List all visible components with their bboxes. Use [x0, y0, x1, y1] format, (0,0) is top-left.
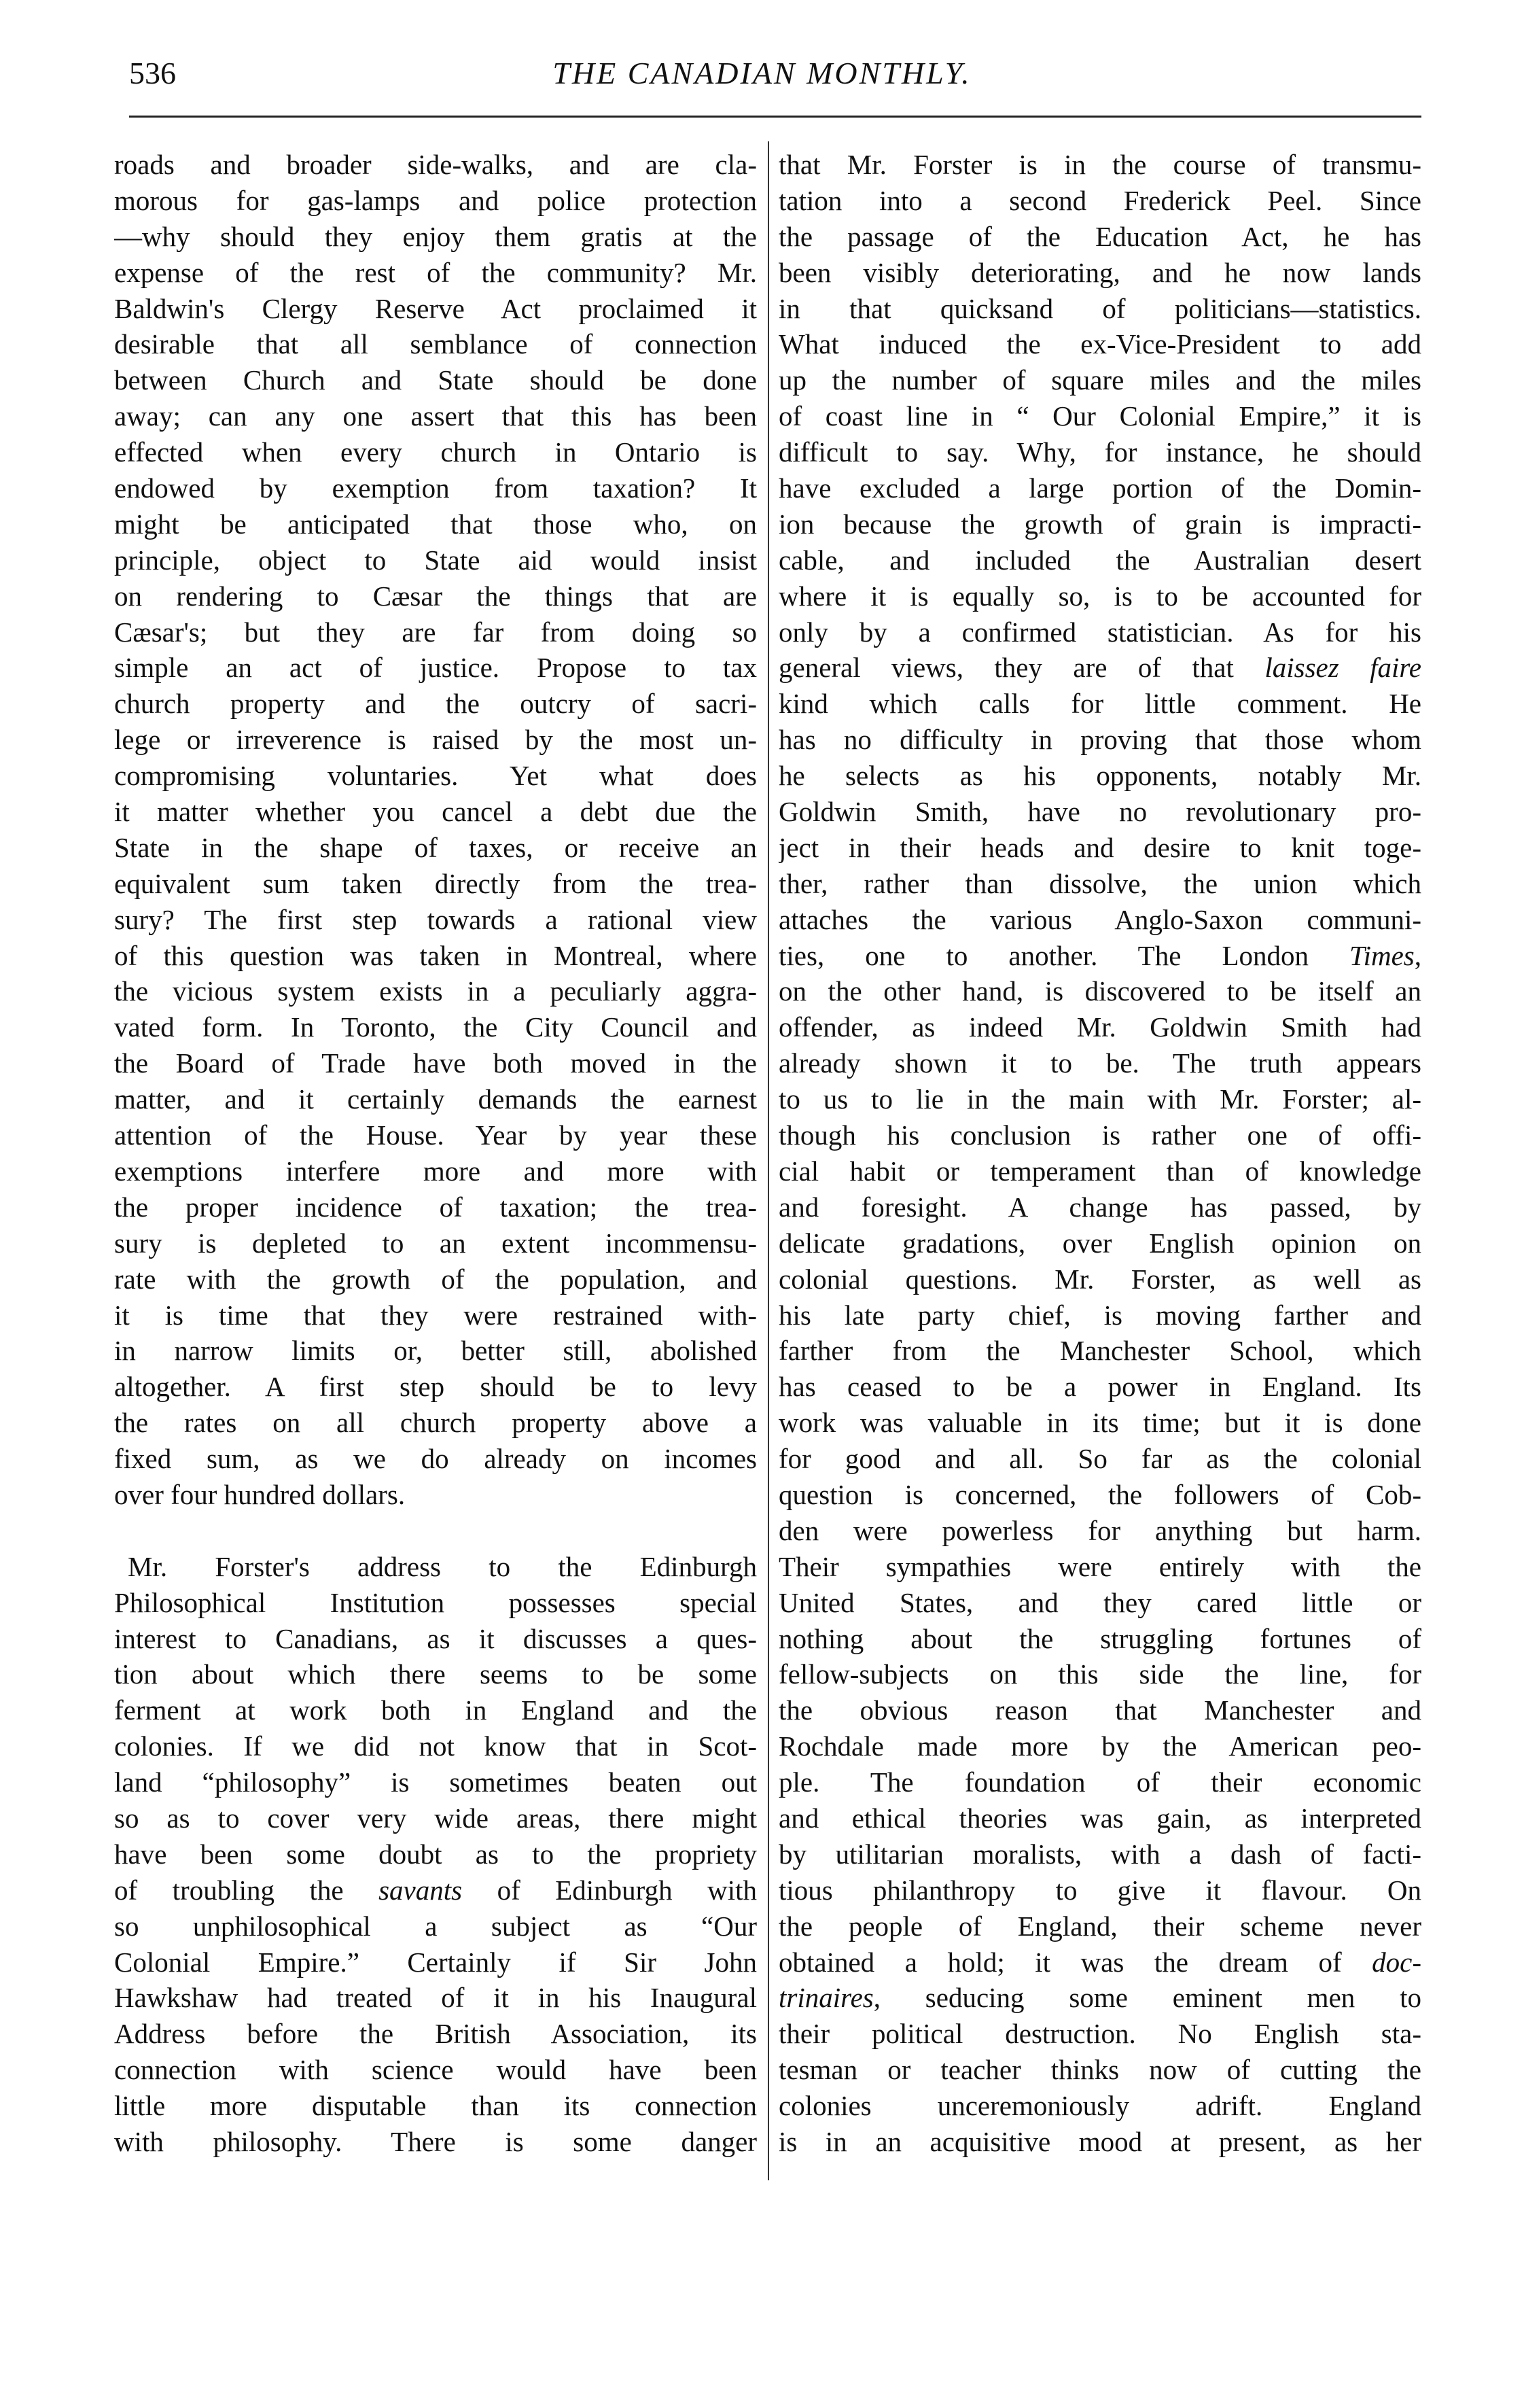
text-run: fixed sum, as we do already on incomes [114, 1443, 757, 1475]
text-line [779, 291, 1421, 327]
text-run: of Edinburgh with [462, 1874, 757, 1906]
text-line [779, 650, 1421, 686]
page-number: 536 [129, 56, 176, 90]
text-run: of coast line in “ Our Colonial Empire,” it is [779, 400, 1421, 432]
text-line [114, 291, 757, 327]
text-line [779, 2124, 1421, 2160]
text-line [779, 1261, 1421, 1297]
text-line [779, 147, 1421, 183]
paragraph [779, 147, 1421, 2160]
text-run: ion because the growth of grain is impracti- [779, 508, 1421, 540]
text-line [114, 2124, 757, 2160]
text-line [779, 1297, 1421, 1333]
text-run: vated form. In Toronto, the City Council and [114, 1011, 757, 1043]
text-line [114, 1225, 757, 1261]
text-run: obtained a hold; it was the dream of [779, 1946, 1372, 1978]
text-line [779, 1153, 1421, 1189]
text-line [779, 1225, 1421, 1261]
text-line [114, 973, 757, 1009]
text-line [779, 1045, 1421, 1081]
text-line [779, 434, 1421, 470]
text-line [114, 902, 757, 938]
italic-text: laissez faire [1264, 652, 1421, 684]
text-line [114, 1872, 757, 1908]
italic-text: Times [1349, 939, 1415, 971]
text-line [779, 830, 1421, 866]
text-run: simple an act of justice. Propose to tax [114, 652, 757, 684]
text-run: he selects as his opponents, notably Mr. [779, 760, 1421, 792]
text-run: colonial questions. Mr. Forster, as well as [779, 1263, 1421, 1295]
text-line [114, 1297, 757, 1333]
italic-text: trinaires [779, 1982, 874, 2014]
text-run: of this question was taken in Montreal, where [114, 939, 757, 971]
text-run: matter, and it certainly demands the earnest [114, 1083, 757, 1115]
text-run: United States, and they cared little or [779, 1586, 1421, 1618]
text-line [114, 1585, 757, 1621]
text-run: general views, they are of that [779, 652, 1265, 684]
text-run: Their sympathies were entirely with the [779, 1550, 1421, 1582]
text-line [779, 1692, 1421, 1728]
text-run: the Board of Trade have both moved in the [114, 1047, 757, 1079]
text-run: already shown it to be. The truth appears [779, 1047, 1421, 1079]
text-line [779, 506, 1421, 542]
text-run: tesman or teacher thinks now of cutting the [779, 2054, 1421, 2086]
text-run: attaches the various Anglo-Saxon communi- [779, 903, 1421, 935]
text-run: question is concerned, the followers of Cob- [779, 1478, 1421, 1510]
text-run: on rendering to Cæsar the things that are [114, 580, 757, 612]
text-run: between Church and State should be done [114, 364, 757, 396]
text-run: over four hundred dollars. [114, 1478, 406, 1510]
text-line [779, 1980, 1421, 2016]
text-line [779, 2088, 1421, 2124]
text-run: morous for gas-lamps and police protection [114, 184, 757, 216]
text-run: Hawkshaw had treated of it in his Inaugural [114, 1982, 757, 2014]
text-line [779, 578, 1421, 614]
text-line [779, 362, 1421, 398]
text-run: What induced the ex-Vice-President to add [779, 328, 1421, 360]
text-line [114, 1800, 757, 1836]
text-line [779, 1944, 1421, 1981]
text-line [114, 1081, 757, 1117]
paragraph [114, 1549, 757, 2160]
text-line [114, 650, 757, 686]
text-line [779, 1405, 1421, 1441]
text-line [114, 1153, 757, 1189]
text-run: ject in their heads and desire to knit toge- [779, 831, 1421, 863]
text-line [779, 1656, 1421, 1692]
text-line [779, 1189, 1421, 1225]
text-run: church property and the outcry of sacri- [114, 688, 757, 720]
text-line [779, 542, 1421, 578]
italic-text: savants [378, 1874, 463, 1906]
text-run: that Mr. Forster is in the course of transmu- [779, 149, 1421, 180]
text-line [779, 1477, 1421, 1513]
text-line [114, 938, 757, 974]
text-line [779, 686, 1421, 722]
text-run: tion about which there seems to be some [114, 1658, 757, 1690]
text-line [114, 470, 757, 506]
text-run: the vicious system exists in a peculiarly aggra- [114, 975, 757, 1007]
text-run: fellow-subjects on this side the line, for [779, 1658, 1421, 1690]
text-line [114, 542, 757, 578]
text-run: expense of the rest of the community? Mr. [114, 256, 757, 288]
text-line [779, 183, 1421, 219]
text-run: —why should they enjoy them gratis at the [114, 220, 757, 252]
text-run: and ethical theories was gain, as interpreted [779, 1802, 1421, 1834]
text-run: Philosophical Institution possesses special [114, 1586, 757, 1618]
text-line [114, 2016, 757, 2052]
text-line [114, 1045, 757, 1081]
text-run: with philosophy. There is some danger [114, 2125, 757, 2157]
text-line [779, 219, 1421, 255]
text-run: equivalent sum taken directly from the trea- [114, 867, 757, 899]
text-line [779, 973, 1421, 1009]
text-run: tious philanthropy to give it flavour. On [779, 1874, 1421, 1906]
text-run: cial habit or temperament than of knowledge [779, 1155, 1421, 1187]
text-run: cable, and included the Australian desert [779, 544, 1421, 576]
text-line [114, 1836, 757, 1872]
text-line [114, 362, 757, 398]
text-run: altogether. A first step should be to levy [114, 1371, 757, 1403]
text-run: interest to Canadians, as it discusses a ques- [114, 1622, 757, 1654]
text-line [114, 794, 757, 830]
text-line [779, 1441, 1421, 1477]
text-line [779, 398, 1421, 434]
text-line [779, 722, 1421, 758]
text-run: farther from the Manchester School, which [779, 1335, 1421, 1367]
text-run: roads and broader side-walks, and are cla- [114, 149, 757, 180]
text-run: the passage of the Education Act, he has [779, 220, 1421, 252]
paragraph [114, 147, 757, 1513]
text-line [114, 147, 757, 183]
text-line [779, 794, 1421, 830]
text-line [114, 1656, 757, 1692]
text-line [114, 578, 757, 614]
text-run: lege or irreverence is raised by the most un- [114, 724, 757, 756]
text-run: to us to lie in the main with Mr. Forster; al- [779, 1083, 1421, 1115]
text-run: land “philosophy” is sometimes beaten out [114, 1766, 757, 1798]
text-run: might be anticipated that those who, on [114, 508, 757, 540]
text-run: has ceased to be a power in England. Its [779, 1371, 1421, 1403]
text-line [114, 686, 757, 722]
text-line [114, 1980, 757, 2016]
text-run: State in the shape of taxes, or receive an [114, 831, 757, 863]
text-run: colonies unceremoniously adrift. England [779, 2090, 1421, 2122]
text-run: only by a confirmed statistician. As for his [779, 616, 1421, 648]
text-line [779, 1764, 1421, 1800]
text-run: so as to cover very wide areas, there might [114, 1802, 757, 1834]
text-line [114, 398, 757, 434]
header-rule [129, 116, 1421, 118]
text-line [114, 2088, 757, 2124]
text-run: delicate gradations, over English opinion on [779, 1227, 1421, 1259]
text-line [779, 1908, 1421, 1944]
text-line [779, 1549, 1421, 1585]
text-run: endowed by exemption from taxation? It [114, 472, 757, 504]
text-line [779, 1872, 1421, 1908]
text-run: work was valuable in its time; but it is done [779, 1407, 1421, 1439]
text-line [779, 2052, 1421, 2088]
text-line [114, 1261, 757, 1297]
text-run: their political destruction. No English sta- [779, 2018, 1421, 2050]
text-run: have been some doubt as to the propriety [114, 1838, 757, 1870]
text-run: Cæsar's; but they are far from doing so [114, 616, 757, 648]
text-run: away; can any one assert that this has been [114, 400, 757, 432]
text-line [779, 1333, 1421, 1369]
text-run: ple. The foundation of their economic [779, 1766, 1421, 1798]
text-run: sury is depleted to an extent incommensu- [114, 1227, 757, 1259]
left-column [114, 147, 757, 2160]
text-line [779, 938, 1421, 974]
text-line [114, 183, 757, 219]
text-line [114, 219, 757, 255]
running-title: THE CANADIAN MONTHLY. [552, 56, 972, 90]
text-run: so unphilosophical a subject as “Our [114, 1910, 757, 1942]
text-run: Mr. Forster's address to the Edinburgh [128, 1550, 757, 1582]
text-line [114, 614, 757, 650]
text-run: by utilitarian moralists, with a dash of facti- [779, 1838, 1421, 1870]
text-run: the people of England, their scheme never [779, 1910, 1421, 1942]
text-run: has no difficulty in proving that those whom [779, 724, 1421, 756]
text-run: desirable that all semblance of connection [114, 328, 757, 360]
paragraph-gap [114, 1513, 757, 1549]
text-run: for good and all. So far as the colonial [779, 1443, 1421, 1475]
text-run: exemptions interfere more and more with [114, 1155, 757, 1187]
text-run: effected when every church in Ontario is [114, 436, 757, 468]
text-run: attention of the House. Year by year these [114, 1119, 757, 1151]
text-run: , seducing some eminent men to [873, 1982, 1421, 2014]
text-run: connection with science would have been [114, 2054, 757, 2086]
text-line [779, 470, 1421, 506]
text-run: is in an acquisitive mood at present, as her [779, 2125, 1421, 2157]
text-line [114, 722, 757, 758]
text-line [114, 866, 757, 902]
text-run: Baldwin's Clergy Reserve Act proclaimed it [114, 292, 757, 324]
text-line [779, 2016, 1421, 2052]
text-line [779, 1081, 1421, 1117]
text-line [779, 326, 1421, 362]
text-line [114, 1189, 757, 1225]
text-run: on the other hand, is discovered to be itself an [779, 975, 1421, 1007]
text-line [114, 1369, 757, 1405]
text-run: and foresight. A change has passed, by [779, 1191, 1421, 1223]
text-run: his late party chief, is moving farther and [779, 1299, 1421, 1331]
text-line [114, 1405, 757, 1441]
text-run: colonies. If we did not know that in Scot- [114, 1730, 757, 1762]
text-run: in that quicksand of politicians—statistics. [779, 292, 1421, 324]
text-run: Colonial Empire.” Certainly if Sir John [114, 1946, 757, 1978]
text-run: rate with the growth of the population, and [114, 1263, 757, 1295]
text-run: offender, as indeed Mr. Goldwin Smith had [779, 1011, 1421, 1043]
text-run: where it is equally so, is to be accounted for [779, 580, 1421, 612]
text-line [114, 1117, 757, 1153]
text-line [114, 1621, 757, 1657]
text-run: though his conclusion is rather one of offi- [779, 1119, 1421, 1151]
text-line [114, 1692, 757, 1728]
text-line [779, 1009, 1421, 1045]
text-run: Goldwin Smith, have no revolutionary pro- [779, 796, 1421, 828]
text-line [114, 758, 757, 794]
text-line [779, 1117, 1421, 1153]
text-run: kind which calls for little comment. He [779, 688, 1421, 720]
text-run: sury? The first step towards a rational view [114, 903, 757, 935]
text-line [114, 1908, 757, 1944]
text-run: the obvious reason that Manchester and [779, 1694, 1421, 1726]
column-rule [768, 141, 769, 2180]
text-run: , [1414, 939, 1421, 971]
text-run: difficult to say. Why, for instance, he should [779, 436, 1421, 468]
text-run: nothing about the struggling fortunes of [779, 1622, 1421, 1654]
text-line [114, 255, 757, 291]
text-run: principle, object to State aid would insist [114, 544, 757, 576]
text-line [114, 1549, 757, 1585]
text-run: ferment at work both in England and the [114, 1694, 757, 1726]
italic-text: doc- [1372, 1946, 1421, 1978]
text-run: have excluded a large portion of the Domin- [779, 472, 1421, 504]
text-line [114, 1441, 757, 1477]
text-line [779, 1728, 1421, 1764]
text-run: it matter whether you cancel a debt due the [114, 796, 757, 828]
text-run: the rates on all church property above a [114, 1407, 757, 1439]
text-run: den were powerless for anything but harm. [779, 1514, 1421, 1546]
text-line [114, 1944, 757, 1981]
text-run: ther, rather than dissolve, the union which [779, 867, 1421, 899]
right-column [779, 147, 1421, 2160]
text-line [779, 1585, 1421, 1621]
text-line [114, 1333, 757, 1369]
text-line [779, 902, 1421, 938]
text-line [779, 1621, 1421, 1657]
text-line [114, 1477, 757, 1513]
text-line [114, 830, 757, 866]
text-line [779, 255, 1421, 291]
text-line [114, 1728, 757, 1764]
text-line [779, 1369, 1421, 1405]
text-line [779, 614, 1421, 650]
text-run: compromising voluntaries. Yet what does [114, 760, 757, 792]
text-line [779, 1513, 1421, 1549]
text-run: in narrow limits or, better still, abolished [114, 1335, 757, 1367]
text-line [779, 866, 1421, 902]
text-run: Rochdale made more by the American peo- [779, 1730, 1421, 1762]
text-run: up the number of square miles and the miles [779, 364, 1421, 396]
text-line [114, 1764, 757, 1800]
text-line [114, 2052, 757, 2088]
text-run: tation into a second Frederick Peel. Since [779, 184, 1421, 216]
text-run: ties, one to another. The London [779, 939, 1350, 971]
text-line [779, 1800, 1421, 1836]
text-line [779, 1836, 1421, 1872]
text-run: been visibly deteriorating, and he now lands [779, 256, 1421, 288]
text-line [114, 506, 757, 542]
text-line [114, 326, 757, 362]
text-run: Address before the British Association, its [114, 2018, 757, 2050]
text-line [779, 758, 1421, 794]
text-line [114, 1009, 757, 1045]
text-run: of troubling the [114, 1874, 379, 1906]
text-run: it is time that they were restrained with- [114, 1299, 757, 1331]
text-run: the proper incidence of taxation; the trea- [114, 1191, 757, 1223]
text-line [114, 434, 757, 470]
text-run: little more disputable than its connection [114, 2090, 757, 2122]
